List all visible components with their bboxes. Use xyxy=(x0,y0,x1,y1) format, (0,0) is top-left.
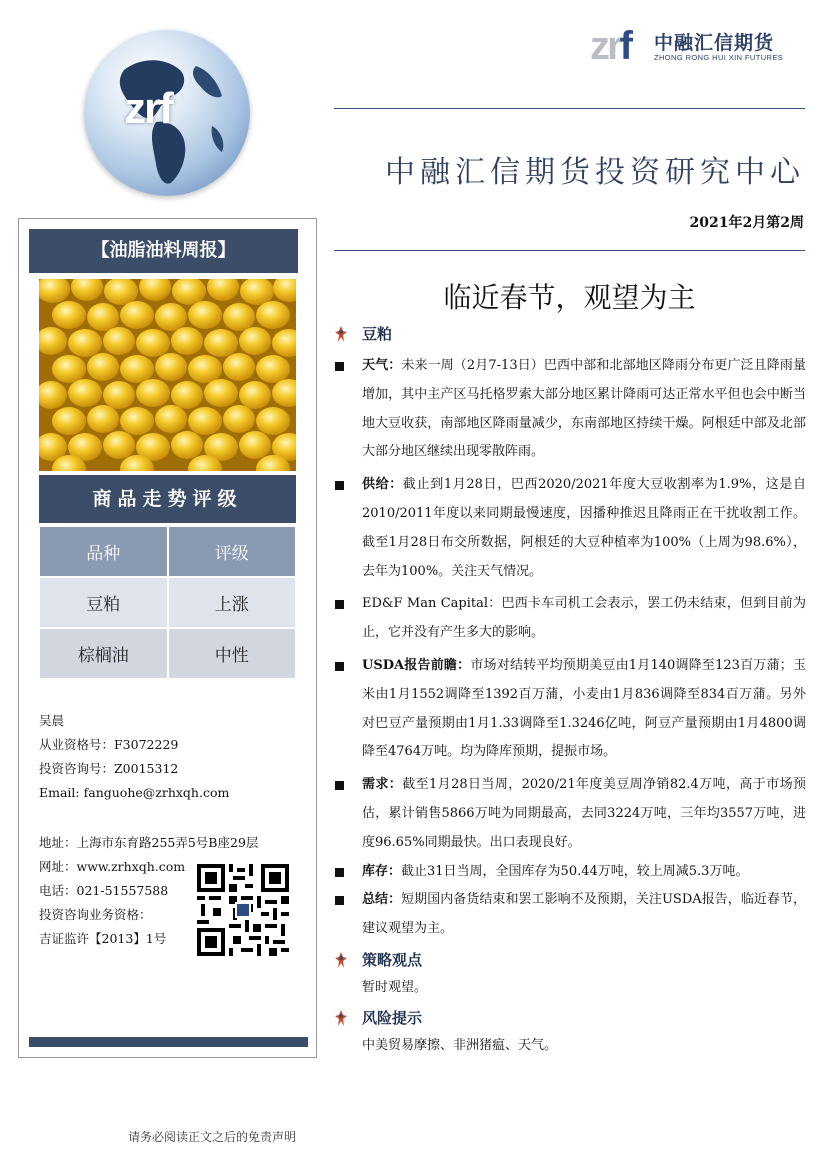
list-item xyxy=(334,771,806,857)
analyst-consult: 投资咨询号：Z0015312 xyxy=(39,761,179,776)
issue-date: 2021年2月第2周 xyxy=(689,215,804,231)
title-rule xyxy=(334,250,805,251)
analyst-email: Email: fanguohe@zrhxqh.com xyxy=(39,785,230,800)
logo-zr: zr xyxy=(590,24,620,68)
company-approval: 吉证监许【2013】1号 xyxy=(39,931,167,946)
section-soymeal xyxy=(334,322,806,346)
rating-table xyxy=(39,526,296,679)
item-label: USDA报告前瞻： xyxy=(362,657,471,673)
company-qualification: 投资咨询业务资格： xyxy=(39,907,152,922)
globe-logo xyxy=(84,30,250,196)
sidebar xyxy=(18,218,317,1058)
report-body xyxy=(334,322,806,1060)
item-label: 需求： xyxy=(362,777,403,793)
bullet-square-icon xyxy=(335,481,344,490)
product-cell: 豆粕 xyxy=(39,577,168,628)
list-item xyxy=(334,590,806,648)
analyst-info xyxy=(39,709,229,805)
analyst-license: 从业资格号：F3072229 xyxy=(39,737,179,752)
list-item xyxy=(334,886,806,944)
section-strategy xyxy=(334,948,806,972)
bullet-square-icon xyxy=(335,896,344,905)
bullet-square-icon xyxy=(335,662,344,671)
header-product: 品种 xyxy=(39,526,168,577)
item-label: 天气： xyxy=(362,358,402,373)
section-heading: 风险提示 xyxy=(362,1008,423,1027)
report-name: 【油脂油料周报】 xyxy=(29,229,298,273)
disclaimer-footer: 请务必阅读正文之后的免责声明 xyxy=(128,1130,297,1144)
qr-code xyxy=(197,864,289,956)
header-rule xyxy=(334,108,805,109)
rating-cell: 中性 xyxy=(168,628,297,679)
item-text: 截止31日当周，全国库存为50.44万吨，较上周减5.3万吨。 xyxy=(401,863,749,879)
item-label: 库存： xyxy=(362,863,402,879)
bullet-square-icon xyxy=(335,362,344,371)
list-item xyxy=(334,352,806,467)
bullet-square-icon xyxy=(335,781,344,790)
globe-mark-text: zrf xyxy=(124,84,172,133)
pushpin-icon xyxy=(334,326,348,342)
table-row xyxy=(39,577,296,628)
soybean-photo xyxy=(39,279,296,471)
pushpin-icon xyxy=(334,952,348,968)
sidebar-bottom-bar xyxy=(29,1037,308,1047)
logo-f: f xyxy=(619,24,630,68)
item-text: 市场对结转平均预期美豆由1月140调降至123百万蒲；玉米由1月1552调降至1392百万蒲，小麦由1月836调降至834百万蒲。另外对巴豆产量预期由1月1.33调降至1.3246亿吨，阿豆产量预期由1月4800调降至4764万吨。均为降库预期，提振市场。 xyxy=(362,657,806,760)
item-text: 未来一周（2月7-13日）巴西中部和北部地区降雨分布更广泛且降雨量增加，其中主产区马托格罗索大部分地区累计降雨可达正常水平但也会中断当地大豆收获，南部地区降雨量减少，东南部地区持续干燥。阿根廷中部及北部大部分地区继续出现零散阵雨。 xyxy=(362,358,806,460)
bullet-square-icon xyxy=(335,600,344,609)
rating-title: 商品走势评级 xyxy=(39,475,296,523)
section-risk xyxy=(334,1006,806,1030)
report-title: 临近春节，观望为主 xyxy=(443,281,696,314)
company-logo-mark xyxy=(590,24,630,69)
list-item xyxy=(334,652,806,767)
analyst-name: 吴晨 xyxy=(39,713,65,728)
qr-code-image xyxy=(197,864,289,956)
product-cell: 棕榈油 xyxy=(39,628,168,679)
table-row xyxy=(39,628,296,679)
company-name-en: ZHONG RONG HUI XIN FUTURES xyxy=(654,53,784,62)
item-text: 截止到1月28日，巴西2020/2021年度大豆收割率为1.9%，这是自2010/2011年度以来同期最慢速度，因播种推迟且降雨正在干扰收割工作。截至1月28日布交所数据，阿根廷的大豆种植率为100%（上周为98.6%），去年为100%。关注天气情况。 xyxy=(362,477,806,579)
list-item xyxy=(334,471,806,586)
item-label: 供给： xyxy=(362,477,403,493)
research-center-title: 中融汇信期货投资研究中心 xyxy=(385,155,805,190)
company-name-cn: 中融汇信期货 xyxy=(654,32,775,54)
list-item xyxy=(334,858,806,887)
risk-text: 中美贸易摩擦、非洲猪瘟、天气。 xyxy=(362,1037,558,1053)
company-phone: 电话：021-51557588 xyxy=(39,883,169,898)
item-text: 短期国内备货结束和罢工影响不及预期，关注USDA报告，临近春节，建议观望为主。 xyxy=(362,892,806,937)
item-text: 截至1月28日当周，2020/21年度美豆周净销82.4万吨，高于市场预估，累计销售5866万吨为同期最高，去同3224万吨，三年均3557万吨，进度96.65%同期最快。出口表现良好。 xyxy=(362,777,806,850)
pushpin-icon xyxy=(334,1010,348,1026)
item-label: 总结： xyxy=(362,892,402,908)
section-heading: 豆粕 xyxy=(362,325,393,343)
soybean-image xyxy=(39,279,296,471)
section-heading: 策略观点 xyxy=(362,950,423,969)
item-text: ED&F Man Capital：巴西卡车司机工会表示，罢工仍未结束，但到目前为止，它并没有产生多大的影响。 xyxy=(362,596,806,641)
rating-table-header xyxy=(39,526,296,577)
bullet-square-icon xyxy=(335,868,344,877)
company-address: 地址：上海市东育路255弄5号B座29层 xyxy=(39,835,259,850)
rating-cell: 上涨 xyxy=(168,577,297,628)
header-rating: 评级 xyxy=(168,526,297,577)
strategy-text: 暂时观望。 xyxy=(362,979,428,995)
company-website: 网址：www.zrhxqh.com xyxy=(39,859,186,874)
